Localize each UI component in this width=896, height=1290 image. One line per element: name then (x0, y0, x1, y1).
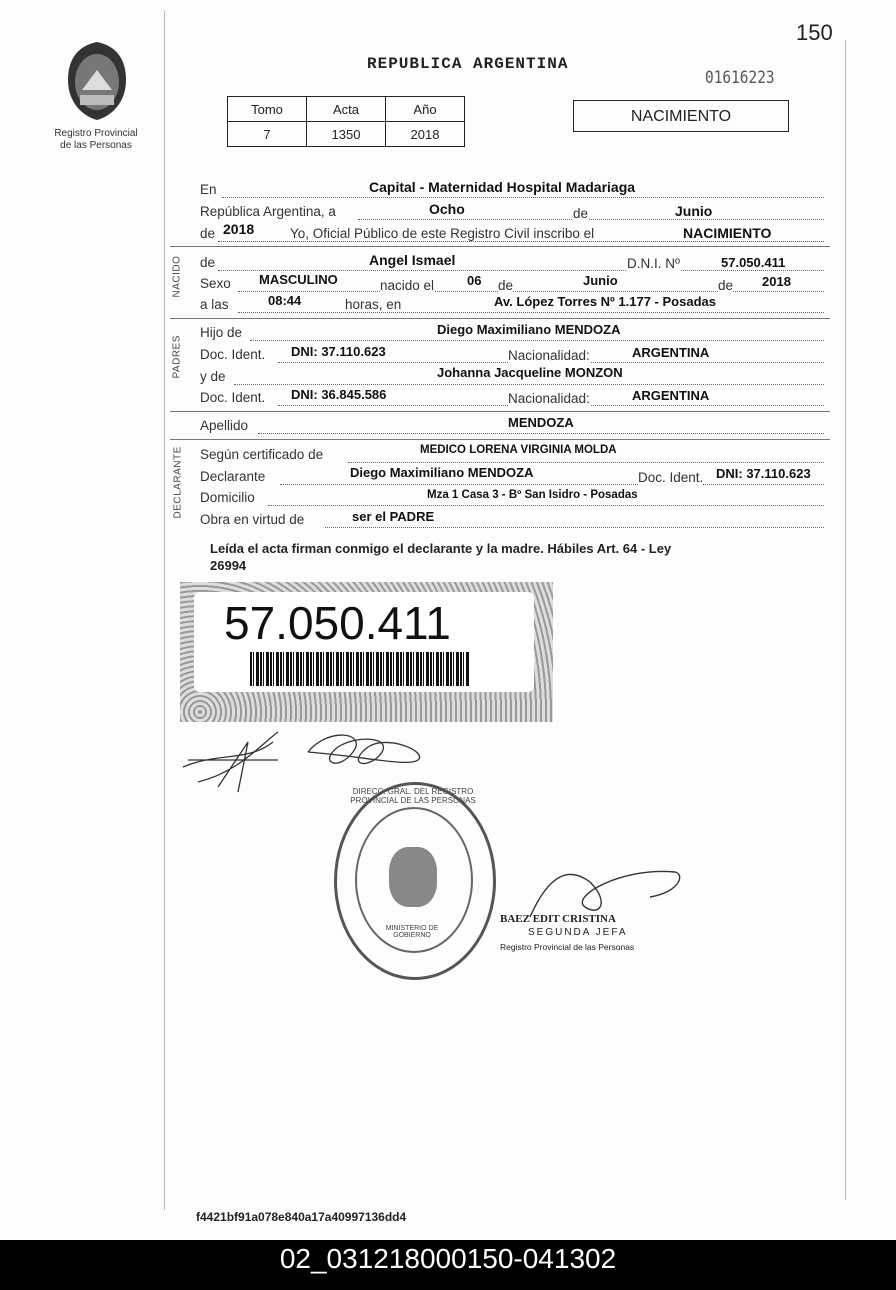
signatory-name: BAEZ EDIT CRISTINA (500, 913, 616, 925)
dotted-line (234, 384, 824, 385)
closing-statement (210, 540, 671, 574)
de-label-3: de (718, 278, 734, 293)
de-label-2: de (498, 278, 514, 293)
section-separator (170, 439, 830, 440)
table-header: Tomo (228, 97, 307, 122)
right-margin-line (845, 40, 846, 1200)
dotted-line (238, 291, 824, 292)
doc-ident-label: Doc. Ident. (200, 390, 266, 405)
dotted-line (218, 241, 824, 242)
dni-label: D.N.I. Nº (627, 256, 680, 271)
nacionalidad-label: Nacionalidad: (508, 391, 590, 406)
sexo-label: Sexo (200, 276, 231, 291)
logo-caption-line2: de las Personas (60, 140, 132, 151)
section-separator (170, 411, 830, 412)
birth-day: 06 (467, 273, 482, 288)
year-label: de (200, 226, 216, 241)
birth-year: 2018 (762, 274, 791, 289)
record-type-box: NACIMIENTO (573, 100, 789, 132)
page-number: 150 (796, 20, 833, 45)
declarante-dni: DNI: 37.110.623 (716, 466, 811, 481)
month-value: Junio (675, 203, 713, 219)
left-margin-line (164, 10, 165, 1210)
document-title: REPUBLICA ARGENTINA (367, 55, 569, 73)
stamp-emblem (389, 847, 437, 907)
yde-label: y de (200, 369, 226, 384)
logo-caption-line1: Registro Provincial (54, 128, 138, 139)
section-separator (170, 318, 830, 319)
signatory-block (500, 912, 680, 954)
dotted-line (325, 527, 824, 528)
obra-label: Obra en virtud de (200, 512, 305, 527)
table-cell: 7 (228, 122, 307, 147)
serial-number: 01616223 (705, 68, 775, 88)
child-name: Angel Ismael (369, 252, 456, 268)
segun-label: Según certificado de (200, 447, 324, 462)
declarante-name: Diego Maximiliano MENDOZA (350, 465, 534, 480)
section-separator (170, 246, 830, 247)
barcode (250, 652, 470, 686)
doc-ident-label: Doc. Ident. (200, 347, 266, 362)
apellido-value: MENDOZA (508, 415, 574, 430)
dotted-line (250, 340, 824, 341)
mother-dni: DNI: 36.845.586 (291, 387, 387, 402)
nacido-el-label: nacido el (380, 278, 435, 293)
tomo-acta-ano-table (227, 96, 465, 147)
father-dni: DNI: 37.110.623 (291, 344, 386, 359)
birth-time: 08:44 (268, 293, 302, 308)
section-label-nacido: NACIDO (171, 255, 183, 298)
official-stamp (334, 782, 496, 980)
province-seal-logo (62, 40, 132, 122)
alas-label: a las (200, 297, 229, 312)
table-header: Año (386, 97, 465, 122)
horas-label: horas, en (345, 297, 402, 312)
table-cell: 1350 (307, 122, 386, 147)
domicilio-label: Domicilio (200, 490, 255, 505)
table-header: Acta (307, 97, 386, 122)
mother-nationality: ARGENTINA (632, 388, 710, 403)
inscribo-value: NACIMIENTO (683, 225, 772, 241)
father-nationality: ARGENTINA (632, 345, 710, 360)
segun-value: MEDICO LORENA VIRGINIA MOLDA (420, 444, 617, 456)
closing-line-1: Leída el acta firman conmigo el declarante y la madre. Hábiles Art. 64 - Ley (210, 541, 672, 556)
stamp-inner-text: MINISTERIO DE GOBIERNO (385, 925, 439, 939)
dotted-line (358, 219, 824, 220)
de-label: de (573, 206, 589, 221)
father-name: Diego Maximiliano MENDOZA (437, 322, 621, 337)
apellido-label: Apellido (200, 418, 249, 433)
domicilio-value: Mza 1 Casa 3 - Bº San Isidro - Posadas (427, 489, 638, 501)
sexo-value: MASCULINO (259, 272, 338, 287)
mother-name: Johanna Jacqueline MONZON (437, 365, 623, 380)
closing-line-2: 26994 (210, 558, 247, 573)
day-value: Ocho (429, 201, 465, 217)
dotted-line (218, 270, 824, 271)
dotted-line (268, 505, 824, 506)
section-label-declarante: DECLARANTE (172, 446, 184, 519)
place-value: Capital - Maternidad Hospital Madariaga (369, 179, 636, 195)
en-label: En (200, 182, 217, 197)
stamp-outer-text: DIRECC. GRAL. DEL REGISTRO PROVINCIAL DE LAS PERSONAS (350, 787, 476, 805)
year-value: 2018 (223, 221, 255, 237)
birth-month: Junio (583, 273, 618, 288)
doc-ident-label: Doc. Ident. (638, 470, 704, 485)
signatory-role: SEGUNDA JEFA (528, 927, 628, 938)
dni-number-card (180, 582, 553, 722)
birth-place: Av. López Torres Nº 1.177 - Posadas (494, 294, 716, 309)
name-label: de (200, 255, 216, 270)
dotted-line (348, 462, 824, 463)
dotted-line (280, 484, 824, 485)
dotted-line (222, 197, 824, 198)
table-cell: 2018 (386, 122, 465, 147)
republica-label: República Argentina, a (200, 204, 336, 219)
footer-document-id: 02_031218000150-041302 (0, 1240, 896, 1290)
dotted-line (238, 312, 824, 313)
child-dni: 57.050.411 (721, 255, 786, 270)
obra-value: ser el PADRE (352, 509, 435, 524)
document-hash: f4421bf91a078e840a17a40997136dd4 (196, 1210, 407, 1224)
section-label-padres: PADRES (171, 335, 183, 379)
dotted-line (258, 433, 824, 434)
hijo-label: Hijo de (200, 325, 243, 340)
signatory-org: Registro Provincial de las Personas (500, 942, 635, 952)
inscribo-text: Yo, Oficial Público de este Registro Civil inscribo el (290, 226, 595, 241)
dni-card-number: 57.050.411 (224, 597, 451, 649)
declarante-label: Declarante (200, 469, 266, 484)
logo-caption (40, 128, 152, 152)
nacionalidad-label: Nacionalidad: (508, 348, 590, 363)
